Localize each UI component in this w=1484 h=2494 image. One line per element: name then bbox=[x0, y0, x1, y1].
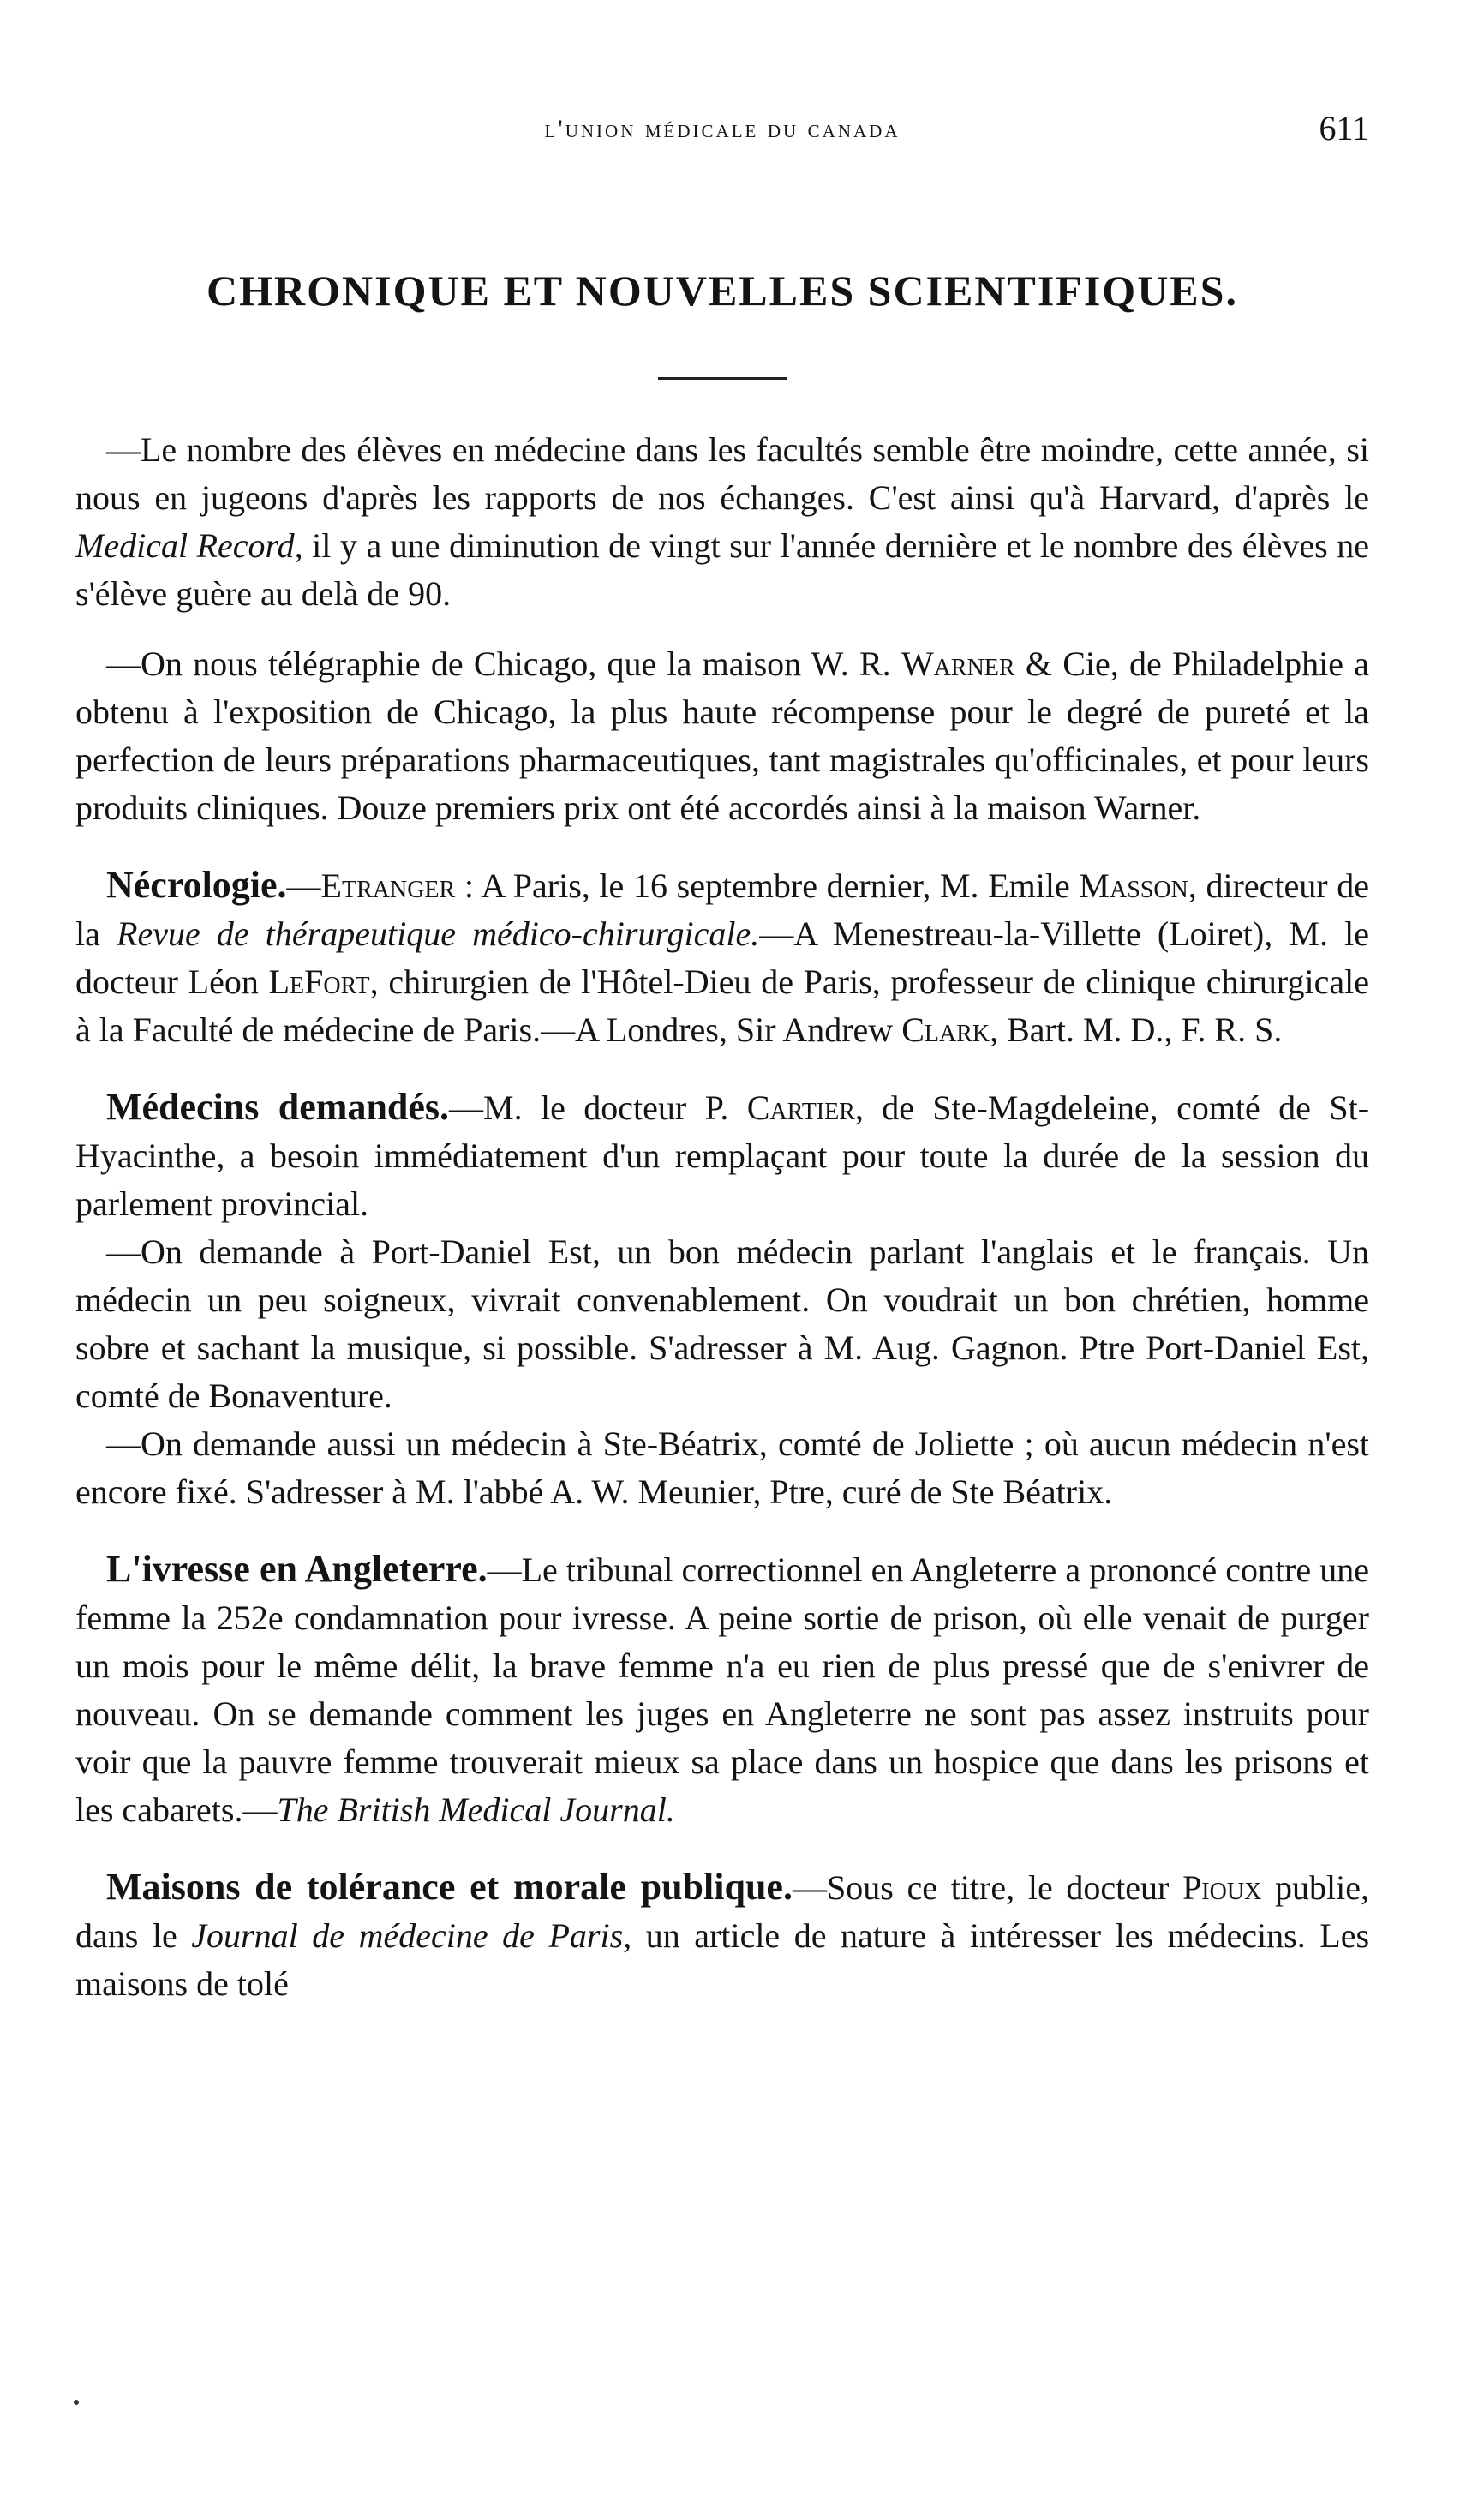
bmj-source: The British Medical Journal. bbox=[277, 1790, 675, 1829]
paragraph-student-numbers bbox=[75, 426, 1369, 618]
section-title: CHRONIQUE ET NOUVELLES SCIENTIFIQUES. bbox=[206, 267, 1238, 315]
paragraph-port-daniel: —On demande à Port-Daniel Est, un bon médecin parlant l'anglais et le français. Un médecin un peu soigneux, vivrait convenablement. On voudrait un bon chrétien, homme sobre et sachant la musique, si possible. S'adresser à M. Aug. Gagnon. Ptre Port-Daniel Est, comté de Bonaventure. bbox=[75, 1232, 1369, 1415]
maisons-text-1: —Sous ce titre, le docteur bbox=[792, 1868, 1183, 1907]
paragraph-ste-beatrix: —On demande aussi un médecin à Ste-Béatrix, comté de Joliette ; où aucun médecin n'est encore fixé. S'adresser à M. l'abbé A. W. Meunier, Ptre, curé de Ste Béatrix. bbox=[75, 1424, 1369, 1511]
p1-text-2: il y a une diminution de vingt sur l'année dernière et le nombre des élèves ne s'élève guère au delà de 90. bbox=[75, 526, 1370, 613]
necro-text-3: —A Menestreau-la-Villette (Loiret), M. le docteur Léon bbox=[75, 914, 1369, 1001]
document-page bbox=[75, 103, 1369, 2008]
medecins-text-2: , de Ste-Magdeleine, comté de St-Hyacinthe, a besoin immédiatement d'un remplaçant pour toute la durée de la session du parlement provincial. bbox=[75, 1088, 1370, 1223]
necrologie-heading: Nécrologie. bbox=[106, 864, 287, 906]
ivresse-heading: L'ivresse en Angleterre. bbox=[106, 1548, 488, 1590]
necro-text-1: : A Paris, le 16 septembre dernier, M. Emile bbox=[455, 866, 1080, 905]
running-title: l'union médicale du canada bbox=[544, 115, 901, 143]
maisons-text-3: un article de nature à intéresser les médecins. Les maisons de tolé bbox=[75, 1916, 1370, 2003]
p1-text: —Le nombre des élèves en médecine dans les facultés semble être moindre, cette année, si nous en jugeons d'après les rapports de nos échanges. C'est ainsi qu'à Harvard, d'après le bbox=[75, 430, 1369, 517]
necro-text-5: , Bart. M. D., F. R. S. bbox=[990, 1010, 1283, 1049]
maisons-text-2: publie, dans le bbox=[75, 1868, 1369, 1955]
paragraph-ivresse bbox=[75, 1545, 1369, 1834]
title-rule bbox=[658, 377, 787, 380]
paragraph-warner-award bbox=[75, 640, 1369, 832]
clark-name: Clark bbox=[901, 1010, 990, 1049]
lefort-name: LeFort bbox=[268, 962, 370, 1001]
page-number: 611 bbox=[1319, 109, 1369, 147]
running-head bbox=[75, 103, 1369, 154]
paragraph-medecins-demandes bbox=[75, 1083, 1369, 1228]
necro-text-2: , directeur de la bbox=[75, 866, 1369, 953]
cartier-name: Cartier bbox=[746, 1088, 855, 1127]
medical-record-title: Medical Record, bbox=[75, 526, 303, 565]
paragraph-necrologie bbox=[75, 861, 1369, 1054]
medecins-text-1: —M. le docteur P. bbox=[449, 1088, 747, 1127]
masson-name: Masson bbox=[1079, 866, 1188, 905]
revue-title: Revue de thérapeutique médico-chirurgicale. bbox=[117, 914, 760, 953]
necro-text-4: , chirurgien de l'Hôtel-Dieu de Paris, professeur de clinique chirurgicale à la Faculté de médecine de Paris.—A Londres, Sir Andrew bbox=[75, 962, 1369, 1049]
ivresse-text: —Le tribunal correctionnel en Angleterre a prononcé contre une femme la 252e condamnation pour ivresse. A peine sortie de prison, où elle venait de purger un mois pour le même délit, la brave femme n'a eu rien de plus pressé que de s'enivrer de nouveau. On se demande comment les juges en Angleterre ne sont pas assez instruits pour voir que la pauvre femme trouverait mieux sa place dans un hospice que dans les prisons et les cabarets.— bbox=[75, 1550, 1369, 1829]
paragraph-maisons-tolerance bbox=[75, 1863, 1369, 2008]
maisons-heading: Maisons de tolérance et morale publique. bbox=[106, 1866, 793, 1908]
warner-name: Warner bbox=[901, 644, 1015, 683]
necro-dash: — bbox=[286, 866, 321, 905]
p2-text: —On nous télégraphie de Chicago, que la maison W. R. bbox=[106, 644, 901, 683]
stray-ink-mark bbox=[74, 2400, 79, 2405]
etranger-label: Etranger bbox=[320, 866, 456, 905]
p2-text-2: & Cie, de Philadelphie a obtenu à l'exposition de Chicago, la plus haute récompense pour le degré de pureté et la perfection de leurs préparations pharmaceutiques, tant magistrales qu'officinales, et pour leurs produits cliniques. Douze premiers prix ont été accordés ainsi à la maison Warner. bbox=[75, 644, 1369, 827]
pioux-name: Pioux bbox=[1182, 1868, 1262, 1907]
medecins-heading: Médecins demandés. bbox=[106, 1086, 450, 1128]
journal-medecine-paris-title: Journal de médecine de Paris, bbox=[191, 1916, 632, 1955]
